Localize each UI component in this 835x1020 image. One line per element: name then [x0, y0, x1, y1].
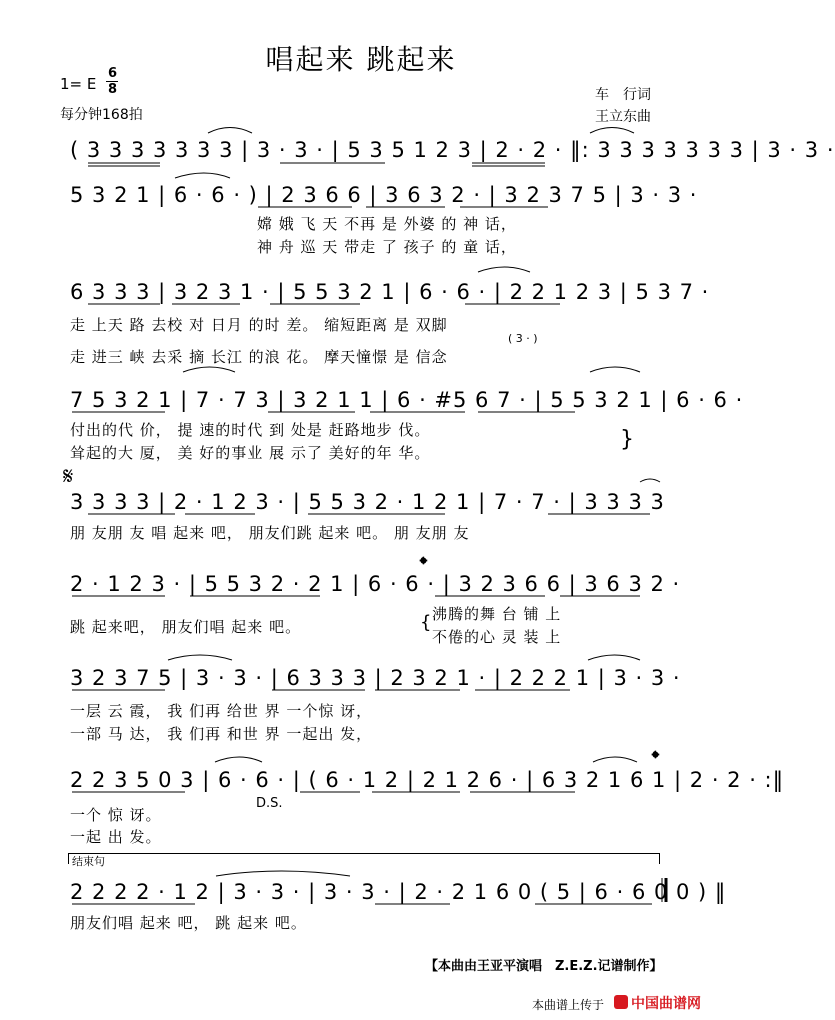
notation-row-2: 5 3 2 1 | 6 · 6 · ) | 2 3 6 6 | 3 6 3 2 · | 3 2 3 7 5 | 3 · 3 ·: [70, 183, 698, 207]
lyric-row-8-verse-2: 一起 出 发。: [70, 828, 162, 846]
lyric-row-6-chorus: 跳 起来吧， 朋友们唱 起来 吧。: [70, 618, 302, 636]
notation-row-3: 6 3 3 3 | 3 2 3 1 · | 5 5 3 2 1 | 6 · 6 · | 2 2 1 2 3 | 5 3 7 ·: [70, 280, 710, 304]
lyric-row-4-verse-1: 付出的代 价， 提 速的时代 到 处是 赶路地步 伐。: [70, 421, 431, 439]
notation-row-5: 3 3 3 3 | 2 · 1 2 3 · | 5 5 3 2 · 1 2 1 | 7 · 7 · | 3 3 3 3: [70, 490, 665, 514]
notation-row-9: 2 2 2 2 · 1 2 | 3 · 3 · | 3 · 3 · | 2 · 2 1 6 0 ( 5 | 6 · 6 0 0 ) ‖: [70, 880, 727, 904]
lyric-row-8-verse-1: 一个 惊 讶。: [70, 806, 162, 824]
upload-text: 本曲谱上传于: [532, 998, 605, 1012]
notation-row-4: 7 5 3 2 1 | 7 · 7 3 | 3 2 1 1 | 6 · #5 6 7 · | 5 5 3 2 1 | 6 · 6 ·: [70, 388, 744, 412]
notation-row-1: ( 3 3 3 3 3 3 3 | 3 · 3 · | 5 3 5 1 2 3 | 2 · 2 · ‖: 3 3 3 3 3 3 3 | 3 · 3 ·: [70, 138, 835, 162]
coda-sign: 𝄌: [420, 552, 427, 576]
lyric-row-6-verse-1: 沸腾的舞 台 铺 上: [432, 605, 562, 623]
svg-text:}: }: [620, 427, 634, 452]
composer-credit: 王立东曲: [595, 109, 651, 125]
lyric-row-3-verse-1: 走 上天 路 去校 对 日月 的时 差。 缩短距离 是 双脚: [70, 316, 448, 334]
lyric-row-5: 朋 友朋 友 唱 起来 吧， 朋友们跳 起来 吧。 朋 友朋 友: [70, 524, 470, 542]
ds-marking: D.S.: [256, 796, 283, 811]
performance-credit: 【本曲由王亚平演唱 Z.E.Z.记谱制作】: [425, 959, 663, 974]
key-signature: 1= E: [60, 75, 97, 93]
lyric-row-9: 朋友们唱 起来 吧， 跳 起来 吧。: [70, 914, 307, 932]
time-signature-numerator: 6: [108, 66, 118, 81]
site-name[interactable]: 中国曲谱网: [631, 996, 701, 1012]
lyric-row-4-verse-2: 耸起的大 厦， 美 好的事业 展 示了 美好的年 华。: [70, 444, 431, 462]
segno-sign: 𝄋: [63, 462, 74, 490]
lyric-row-7-verse-2: 一部 马 达， 我 们再 和世 界 一起出 发，: [70, 725, 373, 743]
time-signature-denominator: 8: [108, 82, 118, 97]
notation-row-7: 3 2 3 7 5 | 3 · 3 · | 6 3 3 3 | 2 3 2 1 · | 2 2 2 1 | 3 · 3 ·: [70, 666, 681, 690]
score-title: 唱起来 跳起来: [265, 43, 457, 76]
lyricist-credit: 车 行词: [595, 87, 651, 103]
lyric-row-7-verse-1: 一层 云 霞， 我 们再 给世 界 一个惊 讶，: [70, 702, 373, 720]
verse-brace: {: [420, 612, 433, 633]
lyric-row-2-verse-2: 神 舟 巡 天 带走 了 孩子 的 童 话，: [257, 238, 517, 256]
tempo-marking: 每分钟168拍: [60, 107, 143, 123]
notation-row-6: 2 · 1 2 3 · | 5 5 3 2 · 2 1 | 6 · 6 · | 3 2 3 6 6 | 3 6 3 2 ·: [70, 572, 681, 596]
notation-row-8: 2 2 3 5 0 3 | 6 · 6 · | ( 6 · 1 2 | 2 1 2 6 · | 6 3 2 1 6 1 | 2 · 2 · :‖: [70, 768, 785, 792]
lyric-row-3-verse-2: 走 进三 峡 去采 摘 长江 的浪 花。 摩天憧憬 是 信念: [70, 348, 448, 366]
small-note-annotation: ( 3 · ): [508, 332, 538, 345]
lyric-row-6-verse-2: 不倦的心 灵 装 上: [432, 628, 562, 646]
coda-sign-end: 𝄌: [652, 746, 659, 770]
ending-label: 结束句: [72, 855, 105, 868]
lyric-row-2-verse-1: 嫦 娥 飞 天 不再 是 外婆 的 神 话，: [257, 215, 517, 233]
